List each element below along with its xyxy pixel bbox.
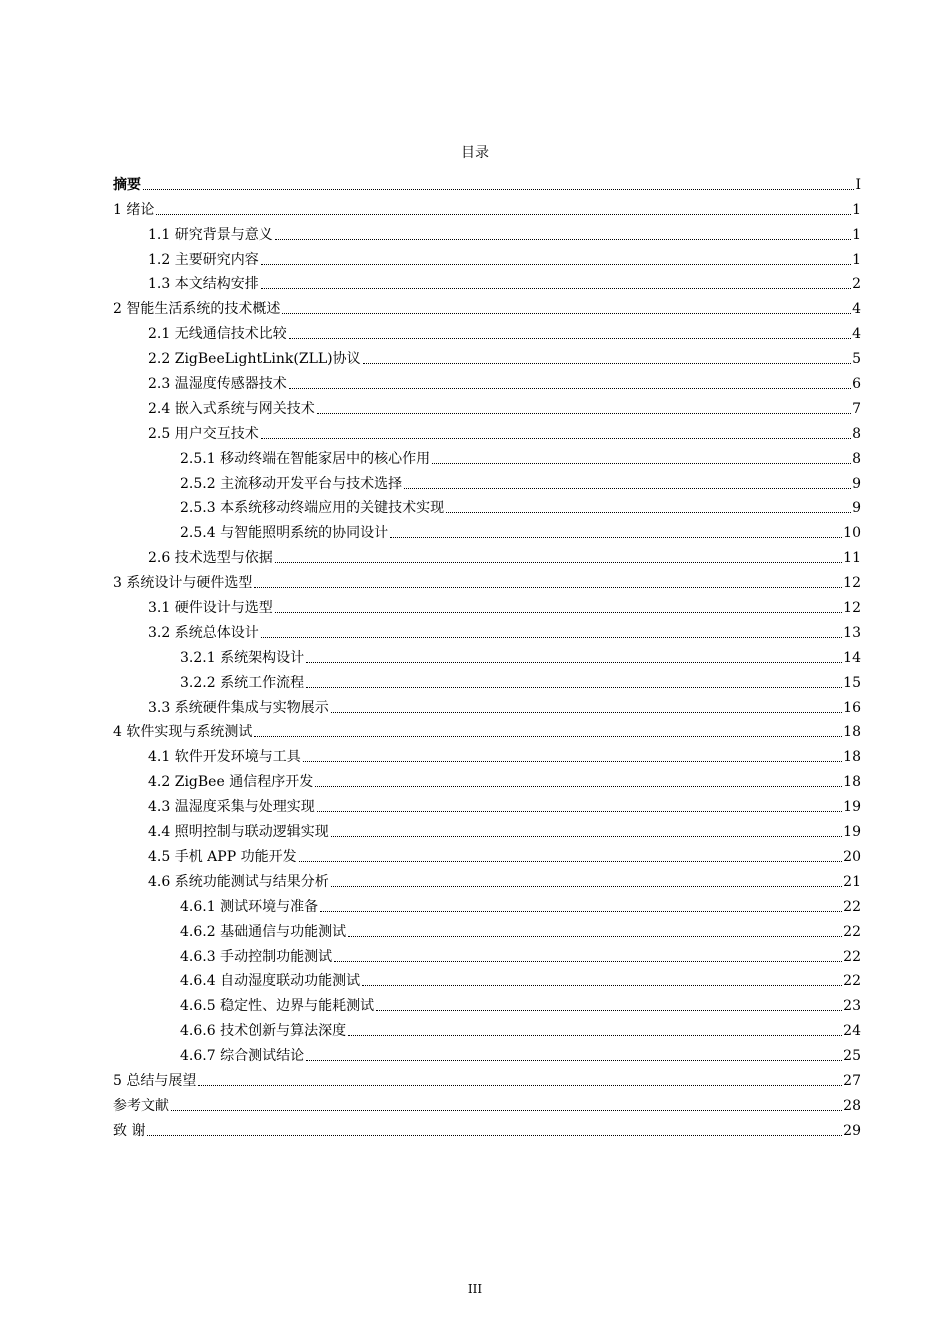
toc-entry-page: 4 bbox=[852, 326, 861, 343]
toc-entry[interactable] bbox=[113, 567, 861, 592]
toc-dot-leader bbox=[331, 886, 842, 887]
toc-entry-page: 12 bbox=[843, 575, 861, 592]
toc-dot-leader bbox=[331, 836, 842, 837]
toc-dot-leader bbox=[317, 413, 851, 414]
toc-entry-label: 1.1 研究背景与意义 bbox=[148, 226, 273, 243]
toc-dot-leader bbox=[362, 985, 842, 986]
toc-entry[interactable] bbox=[113, 891, 861, 916]
toc-entry-page: 24 bbox=[843, 1023, 861, 1040]
toc-entry[interactable] bbox=[113, 667, 861, 692]
toc-entry[interactable] bbox=[113, 791, 861, 816]
toc-dot-leader bbox=[275, 612, 842, 613]
toc-entry[interactable] bbox=[113, 592, 861, 617]
toc-entry-page: 8 bbox=[852, 450, 861, 467]
toc-entry-label: 4.6.2 基础通信与功能测试 bbox=[180, 923, 347, 940]
toc-entry[interactable] bbox=[113, 517, 861, 542]
toc-entry[interactable] bbox=[113, 617, 861, 642]
toc-dot-leader bbox=[306, 1060, 842, 1061]
toc-entry-page: 28 bbox=[843, 1097, 861, 1114]
toc-entry-page: 7 bbox=[852, 400, 861, 417]
toc-entry[interactable] bbox=[113, 269, 861, 294]
toc-entry[interactable] bbox=[113, 293, 861, 318]
toc-dot-leader bbox=[306, 687, 842, 688]
toc-dot-leader bbox=[331, 712, 842, 713]
toc-entry-page: 18 bbox=[843, 774, 861, 791]
toc-entry-label: 3 系统设计与硬件选型 bbox=[113, 575, 253, 592]
toc-entry-page: 8 bbox=[852, 425, 861, 442]
toc-entry-page: 1 bbox=[852, 226, 861, 243]
toc-entry-label: 2.5 用户交互技术 bbox=[148, 425, 259, 442]
toc-entry[interactable] bbox=[113, 916, 861, 941]
toc-dot-leader bbox=[390, 537, 842, 538]
toc-entry-page: 22 bbox=[843, 973, 861, 990]
toc-entry[interactable] bbox=[113, 1015, 861, 1040]
toc-dot-leader bbox=[261, 288, 851, 289]
toc-entry-page: 19 bbox=[843, 799, 861, 816]
toc-entry[interactable] bbox=[113, 841, 861, 866]
toc-entry-label: 2.4 嵌入式系统与网关技术 bbox=[148, 400, 315, 417]
toc-entry[interactable] bbox=[113, 741, 861, 766]
toc-entry-page: 22 bbox=[843, 898, 861, 915]
toc-entry[interactable] bbox=[113, 766, 861, 791]
toc-entry-label: 2.5.4 与智能照明系统的协同设计 bbox=[180, 525, 389, 542]
toc-entry-page: I bbox=[855, 176, 861, 193]
toc-entry[interactable] bbox=[113, 244, 861, 269]
toc-entry-label: 4.6.5 稳定性、边界与能耗测试 bbox=[180, 998, 375, 1015]
table-of-contents bbox=[113, 169, 861, 1140]
toc-dot-leader bbox=[282, 313, 851, 314]
toc-dot-leader bbox=[317, 811, 842, 812]
toc-dot-leader bbox=[254, 736, 842, 737]
toc-entry-page: 20 bbox=[843, 848, 861, 865]
toc-entry-label: 2.5.2 主流移动开发平台与技术选择 bbox=[180, 475, 403, 492]
toc-dot-leader bbox=[261, 264, 851, 265]
toc-dot-leader bbox=[334, 961, 842, 962]
toc-entry-page: 2 bbox=[852, 276, 861, 293]
toc-dot-leader bbox=[275, 562, 842, 563]
toc-entry[interactable] bbox=[113, 542, 861, 567]
toc-entry[interactable] bbox=[113, 866, 861, 891]
toc-entry-page: 22 bbox=[843, 923, 861, 940]
toc-entry-label: 2.6 技术选型与依据 bbox=[148, 550, 273, 567]
toc-dot-leader bbox=[261, 438, 851, 439]
toc-entry-page: 9 bbox=[852, 500, 861, 517]
toc-entry-label: 4.2 ZigBee 通信程序开发 bbox=[148, 774, 314, 791]
toc-entry-label: 4.6.1 测试环境与准备 bbox=[180, 898, 319, 915]
toc-entry-label: 1.2 主要研究内容 bbox=[148, 251, 259, 268]
toc-entry[interactable] bbox=[113, 990, 861, 1015]
toc-entry[interactable] bbox=[113, 493, 861, 518]
toc-entry-label: 4.3 温湿度采集与处理实现 bbox=[148, 799, 315, 816]
toc-entry[interactable] bbox=[113, 1090, 861, 1115]
toc-dot-leader bbox=[348, 1035, 842, 1036]
toc-dot-leader bbox=[432, 463, 851, 464]
toc-entry-page: 18 bbox=[843, 724, 861, 741]
toc-entry-label: 4.1 软件开发环境与工具 bbox=[148, 749, 301, 766]
toc-entry-label: 2.5.1 移动终端在智能家居中的核心作用 bbox=[180, 450, 431, 467]
toc-entry-label: 4.6 系统功能测试与结果分析 bbox=[148, 873, 329, 890]
toc-entry[interactable] bbox=[113, 169, 861, 194]
toc-entry-label: 4.6.3 手动控制功能测试 bbox=[180, 948, 333, 965]
toc-dot-leader bbox=[156, 214, 851, 215]
toc-entry[interactable] bbox=[113, 717, 861, 742]
toc-entry-label: 4.6.7 综合测试结论 bbox=[180, 1048, 305, 1065]
page-number: III bbox=[467, 1282, 483, 1296]
toc-entry[interactable] bbox=[113, 642, 861, 667]
toc-entry-label: 摘要 bbox=[113, 176, 141, 193]
toc-entry-page: 12 bbox=[843, 600, 861, 617]
toc-entry-label: 1.3 本文结构安排 bbox=[148, 276, 259, 293]
toc-entry-page: 10 bbox=[843, 525, 861, 542]
toc-entry[interactable] bbox=[113, 343, 861, 368]
toc-entry-label: 4.6.4 自动湿度联动功能测试 bbox=[180, 973, 361, 990]
toc-entry-label: 3.3 系统硬件集成与实物展示 bbox=[148, 699, 329, 716]
toc-entry-label: 3.2 系统总体设计 bbox=[148, 624, 259, 641]
toc-entry-page: 11 bbox=[843, 550, 861, 567]
toc-entry-label: 3.1 硬件设计与选型 bbox=[148, 600, 273, 617]
toc-dot-leader bbox=[446, 512, 851, 513]
toc-entry-page: 5 bbox=[852, 351, 861, 368]
toc-dot-leader bbox=[320, 911, 842, 912]
toc-entry-page: 13 bbox=[843, 624, 861, 641]
toc-dot-leader bbox=[275, 239, 851, 240]
toc-entry-label: 参考文献 bbox=[113, 1097, 169, 1114]
toc-entry-label: 4.4 照明控制与联动逻辑实现 bbox=[148, 824, 329, 841]
toc-entry-label: 4.5 手机 APP 功能开发 bbox=[148, 848, 297, 865]
toc-entry-page: 9 bbox=[852, 475, 861, 492]
toc-entry[interactable] bbox=[113, 692, 861, 717]
toc-dot-leader bbox=[315, 786, 842, 787]
toc-entry-label: 2.1 无线通信技术比较 bbox=[148, 326, 287, 343]
toc-dot-leader bbox=[376, 1010, 842, 1011]
toc-entry[interactable] bbox=[113, 1115, 861, 1140]
toc-entry-page: 1 bbox=[852, 251, 861, 268]
toc-entry-label: 1 绪论 bbox=[113, 201, 155, 218]
toc-entry-page: 4 bbox=[852, 301, 861, 318]
toc-entry[interactable] bbox=[113, 318, 861, 343]
toc-entry[interactable] bbox=[113, 941, 861, 966]
toc-dot-leader bbox=[289, 388, 851, 389]
toc-dot-leader bbox=[299, 861, 843, 862]
toc-entry-page: 25 bbox=[843, 1048, 861, 1065]
toc-entry[interactable] bbox=[113, 468, 861, 493]
toc-entry-page: 27 bbox=[843, 1072, 861, 1089]
toc-dot-leader bbox=[198, 1085, 842, 1086]
toc-entry-page: 18 bbox=[843, 749, 861, 766]
toc-entry-page: 15 bbox=[843, 674, 861, 691]
toc-entry[interactable] bbox=[113, 443, 861, 468]
toc-dot-leader bbox=[147, 1135, 842, 1136]
toc-entry-label: 3.2.2 系统工作流程 bbox=[180, 674, 305, 691]
toc-entry-label: 4 软件实现与系统测试 bbox=[113, 724, 253, 741]
toc-title: 目录 bbox=[461, 145, 489, 161]
toc-dot-leader bbox=[261, 637, 842, 638]
toc-entry[interactable] bbox=[113, 368, 861, 393]
toc-entry-label: 5 总结与展望 bbox=[113, 1072, 197, 1089]
toc-dot-leader bbox=[303, 761, 842, 762]
toc-dot-leader bbox=[143, 189, 854, 190]
toc-dot-leader bbox=[348, 936, 842, 937]
toc-entry[interactable] bbox=[113, 966, 861, 991]
toc-entry[interactable] bbox=[113, 219, 861, 244]
toc-entry-page: 23 bbox=[843, 998, 861, 1015]
toc-entry-page: 21 bbox=[843, 873, 861, 890]
toc-entry-page: 29 bbox=[843, 1122, 861, 1139]
toc-entry-label: 3.2.1 系统架构设计 bbox=[180, 649, 305, 666]
toc-entry-label: 4.6.6 技术创新与算法深度 bbox=[180, 1023, 347, 1040]
toc-entry-page: 14 bbox=[843, 649, 861, 666]
toc-entry-label: 2 智能生活系统的技术概述 bbox=[113, 301, 281, 318]
toc-entry-label: 2.2 ZigBeeLightLink(ZLL)协议 bbox=[148, 351, 361, 368]
toc-entry[interactable] bbox=[113, 418, 861, 443]
toc-entry-page: 22 bbox=[843, 948, 861, 965]
toc-entry-label: 致 谢 bbox=[113, 1122, 146, 1139]
toc-entry[interactable] bbox=[113, 393, 861, 418]
toc-dot-leader bbox=[363, 363, 851, 364]
toc-dot-leader bbox=[289, 338, 851, 339]
toc-entry-page: 6 bbox=[852, 376, 861, 393]
toc-entry[interactable] bbox=[113, 1065, 861, 1090]
toc-dot-leader bbox=[254, 587, 842, 588]
toc-dot-leader bbox=[171, 1110, 842, 1111]
toc-entry-label: 2.3 温湿度传感器技术 bbox=[148, 376, 287, 393]
toc-entry-page: 19 bbox=[843, 824, 861, 841]
toc-entry-page: 1 bbox=[852, 201, 861, 218]
toc-entry-page: 16 bbox=[843, 699, 861, 716]
toc-entry[interactable] bbox=[113, 1040, 861, 1065]
toc-entry[interactable] bbox=[113, 816, 861, 841]
toc-entry-label: 2.5.3 本系统移动终端应用的关键技术实现 bbox=[180, 500, 445, 517]
toc-entry[interactable] bbox=[113, 194, 861, 219]
toc-dot-leader bbox=[306, 662, 842, 663]
toc-dot-leader bbox=[404, 488, 851, 489]
